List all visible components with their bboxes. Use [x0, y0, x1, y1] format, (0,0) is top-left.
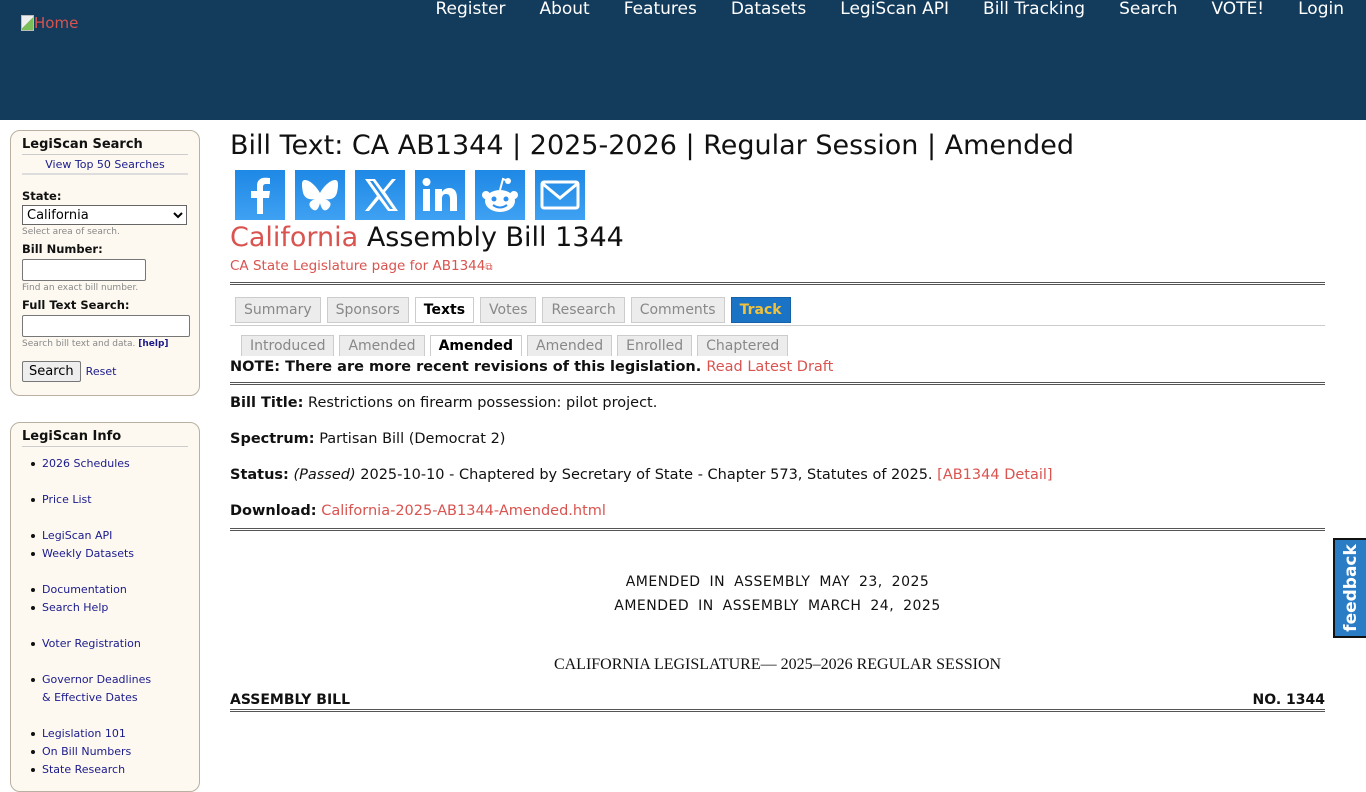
- status-passed: (Passed): [293, 467, 356, 483]
- logo-alt-text: Home: [34, 14, 79, 32]
- tab-comments[interactable]: Comments: [631, 297, 725, 323]
- broken-image-icon: [21, 15, 34, 31]
- info-link-bill-numbers[interactable]: On Bill Numbers: [22, 743, 188, 761]
- bill-heading: [230, 221, 1325, 255]
- nav-features[interactable]: Features: [623, 0, 697, 19]
- bill-no: NO. 1344: [1252, 692, 1325, 708]
- nav-legiscan-api[interactable]: LegiScan API: [840, 0, 950, 19]
- main-nav: [401, 0, 1344, 20]
- bill-title-field: [230, 394, 1325, 412]
- info-box-title: LegiScan Info: [22, 429, 188, 447]
- nav-datasets[interactable]: Datasets: [730, 0, 807, 19]
- bluesky-icon: [300, 177, 340, 213]
- x-icon: [362, 177, 398, 213]
- share-reddit-button[interactable]: [475, 170, 525, 220]
- legiscan-info-box: [10, 422, 200, 792]
- divider: [230, 709, 1325, 712]
- top-50-searches-link[interactable]: View Top 50 Searches: [22, 155, 188, 175]
- share-bar: [235, 170, 1325, 220]
- full-text-input[interactable]: [22, 315, 190, 337]
- tab-votes[interactable]: Votes: [480, 297, 536, 323]
- full-text-label: Full Text Search:: [22, 298, 130, 312]
- bill-number-row: [230, 692, 1325, 708]
- revision-note-text: NOTE: There are more recent revisions of this legislation: [230, 359, 696, 375]
- state-legislature-link-text: CA State Legislature page for AB1344: [230, 258, 486, 274]
- nav-register[interactable]: Register: [435, 0, 506, 19]
- read-latest-draft-link[interactable]: Read Latest Draft: [706, 359, 834, 375]
- state-hint: Select area of search.: [22, 227, 120, 237]
- amended-line-2: AMENDED IN ASSEMBLY MARCH 24, 2025: [614, 598, 941, 614]
- tab-research[interactable]: Research: [542, 297, 624, 323]
- status-value: 2025-10-10 - Chaptered by Secretary of State - Chapter 573, Statutes of 2025.: [360, 467, 933, 483]
- help-link[interactable]: [help]: [138, 339, 169, 349]
- status-field: [230, 466, 1325, 484]
- tab-sponsors[interactable]: Sponsors: [327, 297, 409, 323]
- spectrum-label: Spectrum:: [230, 431, 315, 447]
- bill-text-body: [230, 574, 1325, 774]
- info-link-state-research[interactable]: State Research: [22, 761, 188, 779]
- download-field: [230, 502, 1325, 520]
- full-text-hint: [22, 339, 188, 349]
- version-tab-amended-2[interactable]: Amended: [430, 335, 522, 356]
- bill-number-label: Bill Number:: [22, 242, 103, 256]
- info-link-legislation-101[interactable]: Legislation 101: [22, 725, 188, 743]
- status-label: Status:: [230, 467, 289, 483]
- site-header: [0, 0, 1366, 120]
- feedback-tab[interactable]: [1333, 538, 1366, 638]
- info-link-documentation[interactable]: Documentation: [22, 581, 188, 599]
- search-button[interactable]: Search: [22, 361, 81, 382]
- info-link-search-help[interactable]: Search Help: [22, 599, 188, 617]
- email-icon: [540, 180, 580, 210]
- main-content: [230, 128, 1325, 774]
- page-title: Bill Text: CA AB1344 | 2025-2026 | Regular Session | Amended: [230, 130, 1075, 161]
- amended-line-1: AMENDED IN ASSEMBLY MAY 23, 2025: [625, 574, 930, 590]
- nav-bill-tracking[interactable]: Bill Tracking: [983, 0, 1086, 19]
- revision-note: NOTE: There are more recent revisions of this legislation. Read Latest Draft: [230, 359, 834, 375]
- info-link-weekly-datasets[interactable]: Weekly Datasets: [22, 545, 188, 563]
- nav-vote[interactable]: VOTE!: [1211, 0, 1265, 19]
- bill-title-value: Restrictions on firearm possession: pilot project.: [308, 395, 658, 411]
- share-facebook-button[interactable]: [235, 170, 285, 220]
- info-link-schedules[interactable]: 2026 Schedules: [22, 455, 188, 473]
- spectrum-value: Partisan Bill (Democrat 2): [319, 431, 506, 447]
- nav-search[interactable]: Search: [1119, 0, 1178, 19]
- state-legislature-link[interactable]: [230, 258, 493, 274]
- share-email-button[interactable]: [535, 170, 585, 220]
- info-link-voter-registration[interactable]: Voter Registration: [22, 635, 188, 653]
- version-tab-amended-3[interactable]: Amended: [527, 335, 612, 356]
- version-tab-enrolled[interactable]: Enrolled: [617, 335, 692, 356]
- tab-summary[interactable]: Summary: [235, 297, 321, 323]
- facebook-icon: [243, 176, 277, 214]
- version-tab-chaptered[interactable]: Chaptered: [697, 335, 788, 356]
- share-x-button[interactable]: [355, 170, 405, 220]
- bill-type: ASSEMBLY BILL: [230, 692, 351, 708]
- reddit-icon: [480, 176, 520, 214]
- feedback-label: feedback: [1340, 544, 1361, 632]
- info-link-legiscan-api[interactable]: LegiScan API: [22, 527, 188, 545]
- state-select[interactable]: [22, 205, 187, 225]
- legiscan-search-box: [10, 130, 200, 396]
- download-link[interactable]: California-2025-AB1344-Amended.html: [321, 503, 606, 519]
- bill-name: Assembly Bill 1344: [366, 222, 624, 253]
- nav-about[interactable]: About: [539, 0, 590, 19]
- state-label: State:: [22, 189, 62, 203]
- nav-login[interactable]: Login: [1298, 0, 1344, 19]
- bill-state: California: [230, 222, 359, 253]
- search-box-title: LegiScan Search: [22, 137, 188, 155]
- spectrum-field: [230, 430, 1325, 448]
- bill-detail-link[interactable]: [AB1344 Detail]: [937, 467, 1053, 483]
- download-label: Download:: [230, 503, 317, 519]
- track-button[interactable]: Track: [731, 297, 791, 323]
- tabs-divider: [230, 325, 1325, 326]
- bill-number-hint: Find an exact bill number.: [22, 283, 139, 293]
- info-link-price-list[interactable]: Price List: [22, 491, 188, 509]
- share-linkedin-button[interactable]: [415, 170, 465, 220]
- bill-title-label: Bill Title:: [230, 395, 304, 411]
- info-links-list: [22, 455, 188, 779]
- legislature-session: CALIFORNIA LEGISLATURE— 2025–2026 REGULAR SESSION: [553, 656, 1002, 673]
- tab-texts[interactable]: Texts: [415, 297, 474, 323]
- divider: [230, 382, 1325, 385]
- bill-tabs: [235, 297, 1325, 323]
- version-tab-introduced[interactable]: Introduced: [241, 335, 334, 356]
- linkedin-icon: [421, 177, 459, 213]
- text-version-tabs: [241, 335, 1325, 356]
- full-text-hint-text: Search bill text and data.: [22, 339, 136, 349]
- external-link-icon: ⧉: [485, 262, 493, 273]
- version-tab-amended-1[interactable]: Amended: [339, 335, 424, 356]
- info-link-governor-deadlines[interactable]: Governor Deadlines & Effective Dates: [22, 671, 152, 707]
- divider: [230, 528, 1325, 531]
- share-bluesky-button[interactable]: [295, 170, 345, 220]
- bill-number-input[interactable]: [22, 259, 146, 281]
- divider: [230, 282, 1325, 285]
- home-logo-link[interactable]: [21, 14, 78, 32]
- reset-link[interactable]: Reset: [85, 365, 117, 378]
